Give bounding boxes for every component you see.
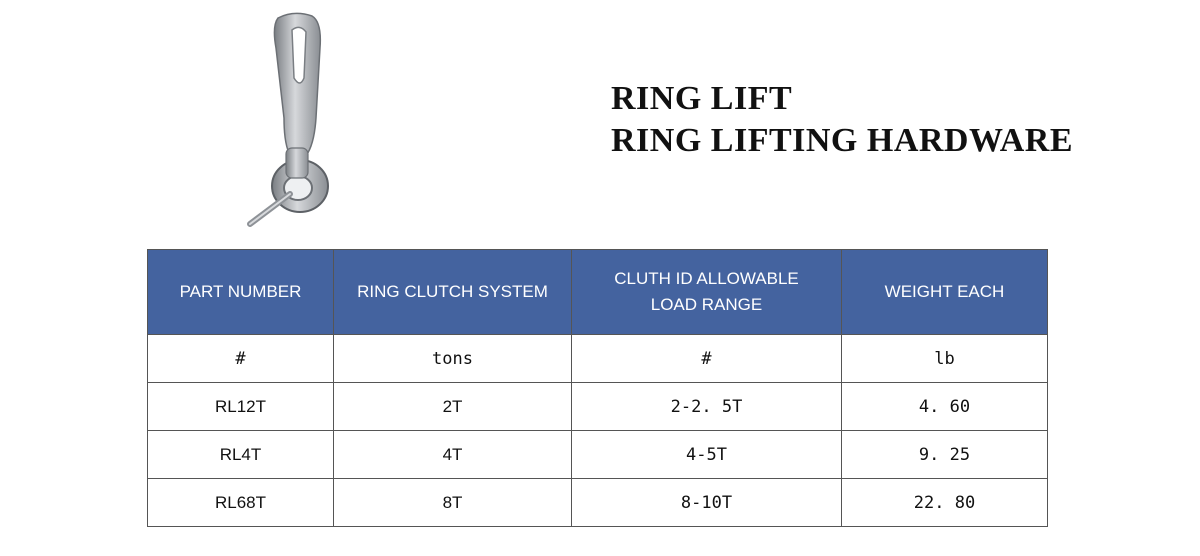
clutch-system-cell: 2T [334,383,572,431]
header-part-number: PART NUMBER [148,250,334,335]
table-row [148,431,1048,479]
load-range-cell: 4-5T [572,431,842,479]
header-load-range-line-2: LOAD RANGE [650,295,763,314]
unit-cell: # [572,335,842,383]
header-load-range-line-1: CLUTH ID ALLOWABLE [614,269,799,288]
load-range-cell: 8-10T [572,479,842,527]
weight-cell: 9. 25 [842,431,1048,479]
title-line-1: RING LIFT [611,80,793,117]
unit-cell: # [148,335,334,383]
table-row [148,383,1048,431]
load-range-cell: 2-2. 5T [572,383,842,431]
units-row [148,335,1048,383]
header-weight-each: WEIGHT EACH [842,250,1048,335]
part-number-cell: RL12T [148,383,334,431]
weight-cell: 22. 80 [842,479,1048,527]
unit-cell: lb [842,335,1048,383]
weight-cell: 4. 60 [842,383,1048,431]
title-line-2: RING LIFTING HARDWARE [611,122,1073,159]
header-load-range [572,250,842,335]
clutch-system-cell: 8T [334,479,572,527]
unit-cell: tons [334,335,572,383]
ring-lift-hardware-icon [232,8,352,238]
page-title [611,78,1073,162]
table-row [148,479,1048,527]
clutch-system-cell: 4T [334,431,572,479]
table-header-row [148,250,1048,335]
part-number-cell: RL4T [148,431,334,479]
part-number-cell: RL68T [148,479,334,527]
spec-table [147,249,1048,527]
header-ring-clutch-system: RING CLUTCH SYSTEM [334,250,572,335]
